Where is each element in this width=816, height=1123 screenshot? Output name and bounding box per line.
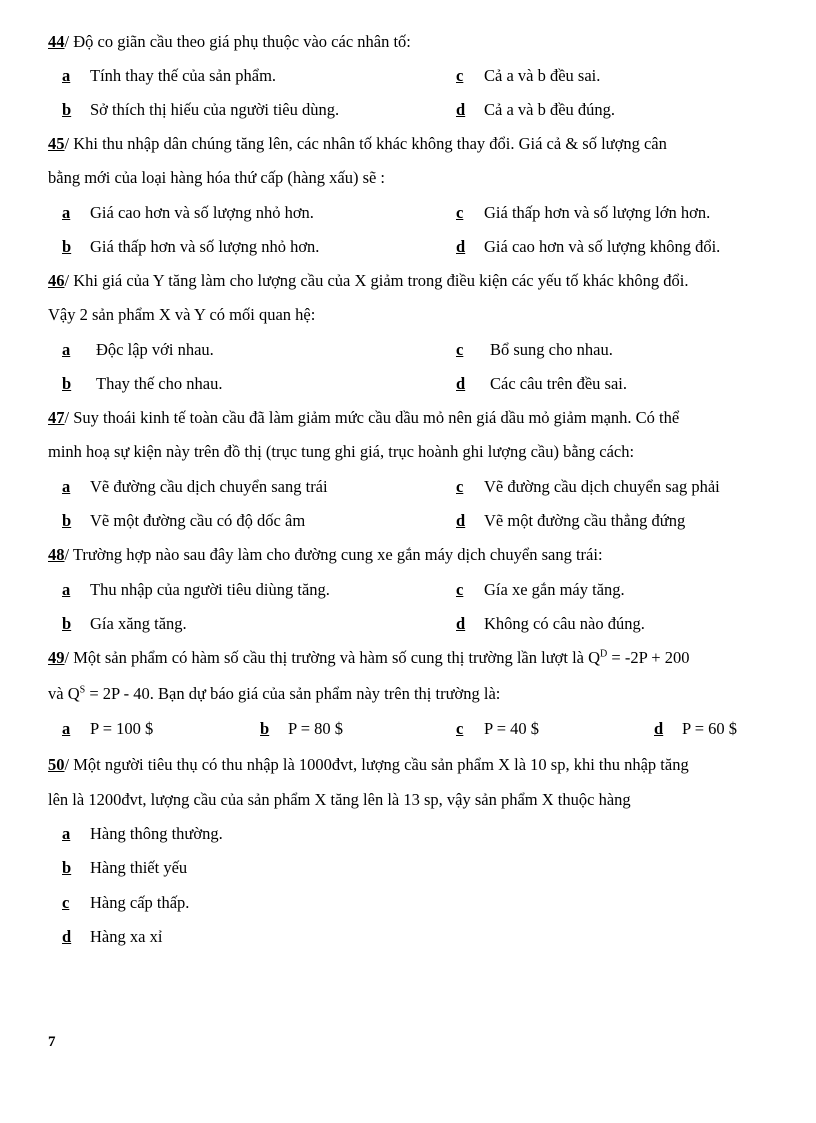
question-49-stem-line2: và $Q^S = 2P - 40$. Bạn dự báo giá của sản phẩm này trên thị trường là: <box>48 684 501 703</box>
option-d[interactable]: d Hàng xa xỉ <box>62 927 163 946</box>
option-b[interactable]: b Thay thế cho nhau. <box>62 374 223 393</box>
option-a[interactable]: a Tính thay thế của sản phẩm. <box>62 66 277 85</box>
question-number: 46 <box>48 271 65 290</box>
option-a[interactable]: a P = 100 $ <box>62 719 154 738</box>
question-number: 44 <box>48 32 65 51</box>
question-text: / Độ co giãn cầu theo giá phụ thuộc vào các nhân tố: <box>64 32 411 51</box>
option-b[interactable]: b P = 80 $ <box>260 719 343 738</box>
question-number: 47 <box>48 408 65 427</box>
option-c[interactable]: c Vẽ đường cầu dịch chuyển sag phải <box>456 477 720 496</box>
page-number: 7 <box>48 1034 56 1050</box>
question-45-stem <box>48 134 667 154</box>
question-50-stem <box>48 755 689 775</box>
option-c[interactable]: c Bổ sung cho nhau. <box>456 340 613 359</box>
option-b[interactable]: b Sở thích thị hiếu của người tiêu dùng. <box>62 100 340 119</box>
option-b[interactable]: b Giá thấp hơn và số lượng nhỏ hơn. <box>62 237 320 256</box>
question-46-stem-line2: Vậy 2 sản phẩm X và Y có mối quan hệ: <box>48 305 316 324</box>
option-d[interactable]: d Vẽ một đường cầu thẳng đứng <box>456 511 686 530</box>
question-number: 45 <box>48 134 65 153</box>
option-d[interactable]: d Các câu trên đều sai. <box>456 374 627 393</box>
question-text: / Suy thoái kinh tế toàn cầu đã làm giảm mức cầu dầu mỏ nên giá dầu mỏ giảm mạnh. Có thể <box>64 408 680 427</box>
option-a[interactable]: a Hàng thông thường. <box>62 824 223 843</box>
question-text: / Trường hợp nào sau đây làm cho đường cung xe gắn máy dịch chuyển sang trái: <box>64 545 603 564</box>
option-c[interactable]: c Gía xe gắn máy tăng. <box>456 580 625 599</box>
question-48-stem <box>48 545 603 565</box>
question-text: / Khi giá của Y tăng làm cho lượng cầu của X giảm trong điều kiện các yếu tố khác không đổi. <box>64 271 689 290</box>
question-50-stem-line2: lên là 1200đvt, lượng cầu của sản phẩm X tăng lên là 13 sp, vậy sản phẩm X thuộc hàng <box>48 790 631 809</box>
option-d[interactable]: d Giá cao hơn và số lượng không đổi. <box>456 237 721 256</box>
question-49-stem: 49/ Một sản phẩm có hàm số cầu thị trường và hàm số cung thị trường lần lượt là $Q^D = -2P + 200$ <box>48 648 690 667</box>
option-c[interactable]: c P = 40 $ <box>456 719 539 738</box>
option-d[interactable]: d Cả a và b đều đúng. <box>456 100 616 119</box>
option-b[interactable]: b Vẽ một đường cầu có độ dốc âm <box>62 511 306 530</box>
option-c[interactable]: c Giá thấp hơn và số lượng lớn hơn. <box>456 203 711 222</box>
option-d[interactable]: d Không có câu nào đúng. <box>456 614 645 633</box>
option-b[interactable]: b Gía xăng tăng. <box>62 614 187 633</box>
question-47-stem <box>48 408 679 428</box>
option-b[interactable]: b Hàng thiết yếu <box>62 858 188 877</box>
question-47-stem-line2: minh hoạ sự kiện này trên đồ thị (trục tung ghi giá, trục hoành ghi lượng cầu) bằng cách: <box>48 442 635 461</box>
option-a[interactable]: a Thu nhập của người tiêu diùng tăng. <box>62 580 330 599</box>
question-44-stem <box>48 32 411 52</box>
question-text: / Một người tiêu thụ có thu nhập là 1000đvt, lượng cầu sản phẩm X là 10 sp, khi thu nhập tăng <box>64 755 689 774</box>
option-a[interactable]: a Giá cao hơn và số lượng nhỏ hơn. <box>62 203 314 222</box>
question-number: 48 <box>48 545 65 564</box>
option-c[interactable]: c Hàng cấp thấp. <box>62 893 190 912</box>
question-number: 49 <box>48 648 65 667</box>
option-a[interactable]: a Vẽ đường cầu dịch chuyển sang trái <box>62 477 328 496</box>
option-c[interactable]: c Cả a và b đều sai. <box>456 66 601 85</box>
question-text: / Khi thu nhập dân chúng tăng lên, các nhân tố khác không thay đổi. Giá cả & số lượng cân <box>64 134 667 153</box>
question-number: 50 <box>48 755 65 774</box>
question-45-stem-line2: bằng mới của loại hàng hóa thứ cấp (hàng xấu) sẽ : <box>48 168 386 187</box>
option-a[interactable]: a Độc lập với nhau. <box>62 340 214 359</box>
option-d[interactable]: d P = 60 $ <box>654 719 737 738</box>
question-46-stem <box>48 271 689 291</box>
